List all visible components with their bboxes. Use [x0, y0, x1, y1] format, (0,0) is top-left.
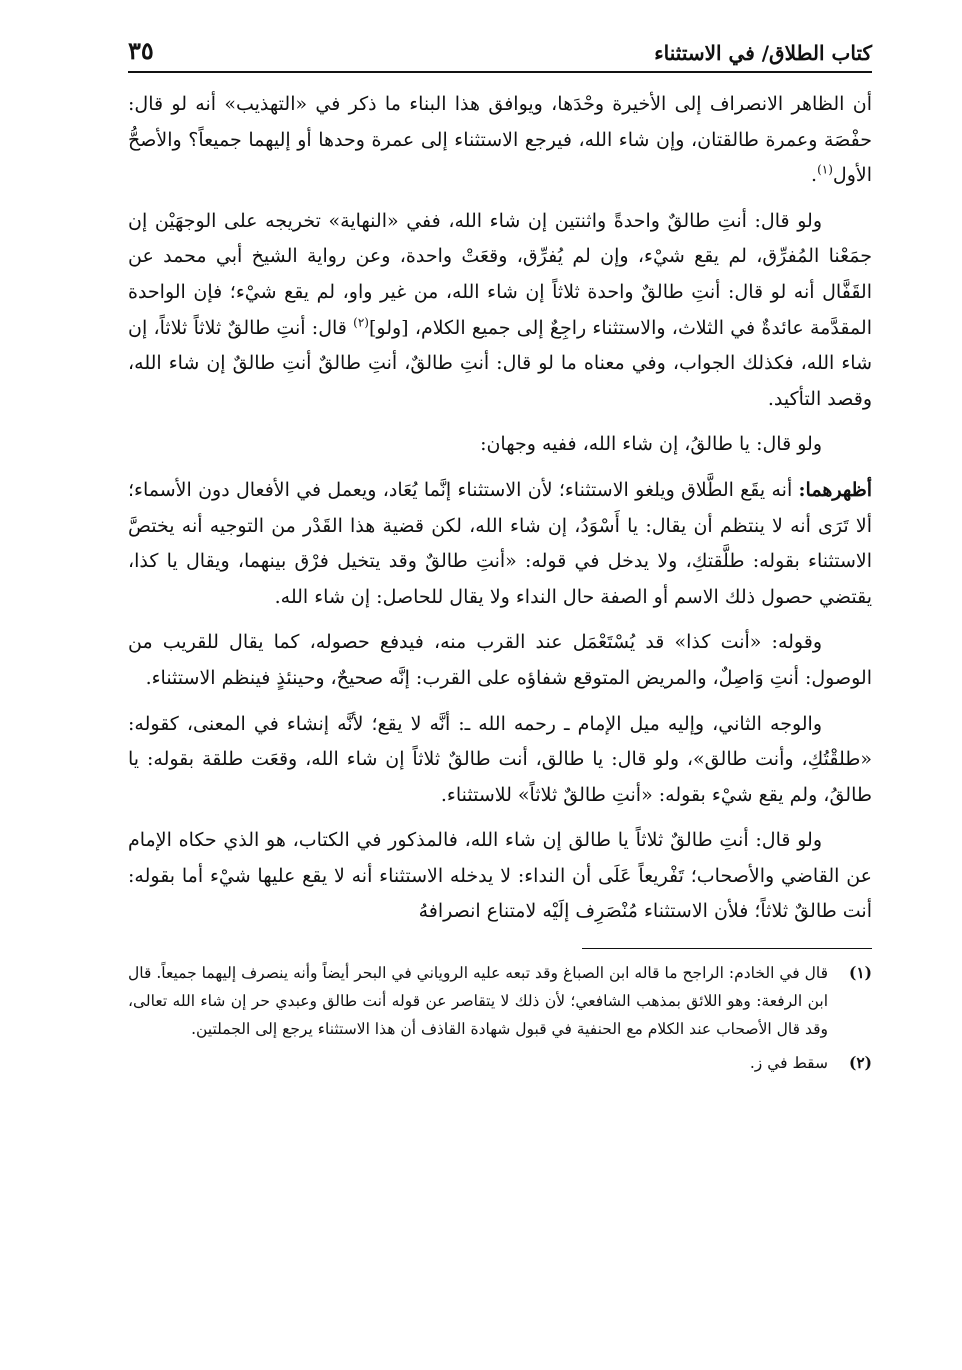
page-header — [128, 36, 872, 73]
main-text — [128, 87, 872, 930]
paragraph-2 — [128, 204, 872, 418]
paragraph-text: ولو قال: يا طالقُ، إن شاء الله، ففيه وجهان: — [480, 433, 822, 456]
paragraph-text: . — [811, 164, 818, 187]
paragraph-lead: أظهرهما: — [798, 478, 872, 501]
paragraph-5 — [128, 625, 872, 696]
paragraph-text: ولو قال: أنتِ طالقٌ ثلاثاً يا طالق إن شاء الله، فالمذكور في الكتاب، هو الذي حكاه الإمام عن القاضي والأصحاب؛ تَفْريعاً عَلَى أن النداء: لا يدخله الاستثناء أنه لا يقع عليها شيْء أما بقوله: أنت طالقٌ ثلاثاً؛ فلأن الاستثناء مُنْصَرِف إلَيْه لامتناع انصرافهُ — [128, 829, 872, 923]
footnote-number: (١) — [848, 963, 872, 983]
paragraph-text: أن الظاهر الانصراف إلى الأخيرة وحْدَها، ويوافق هذا البناء ما ذكر في «التهذيب» أنه لو قال: حفْصَة وعمرة طالقتان، وإن شاء الله، فيرجع الاستثناء إلى عمرة وحدها أو إليهما جميعاً؟ والأصحُّ الأول — [128, 93, 872, 187]
footnote-text: سقط في ز. — [749, 1054, 828, 1073]
paragraph-6 — [128, 707, 872, 814]
paragraph-3 — [128, 427, 872, 463]
footnote-ref: (٢) — [353, 315, 369, 330]
running-title: كتاب الطلاق/ في الاستثناء — [654, 41, 872, 65]
footnote-1 — [128, 959, 872, 1043]
paragraph-1 — [128, 87, 872, 194]
footnote-number: (٢) — [848, 1053, 872, 1073]
paragraph-4 — [128, 473, 872, 615]
page-number: ٣٥ — [128, 36, 154, 65]
footnote-text: قال في الخادم: الراجح ما قاله ابن الصباغ وقد تبعه عليه الروياني في البحر أيضاً وأنه ينصرف إليهما جميعاً. قال ابن الرفعة: وهو اللائق بمذهب الشافعي؛ لأن ذلك لا يتقاصر عن قوله أنت طالق وعبدي حر إن شاء الله تعالى، وقد قال الأصحاب عند الكلام مع الحنفية في قبول شهادة القاذف أن هذا الاستثناء يرجع إلى الجملتين. — [128, 964, 828, 1039]
paragraph-7 — [128, 823, 872, 930]
footnote-2 — [128, 1049, 872, 1077]
footnotes — [128, 959, 872, 1077]
footnote-divider — [582, 948, 872, 949]
paragraph-text: ولو قال: أنتِ طالقٌ واحدةً واثنتين إن شاء الله، ففي «النهاية» تخريجه على الوجهَيْن إن جمَعْنا المُفرِّق، لم يقع شيْء، وإن لم يُفرِّق، وقعَتْ واحدة، وعن رواية الشيخ أبي محمد عن القَفَّال أنه لو قال: أنتِ طالقٌ واحدة ثلاثاً إن شاء الله، من غير واو، لم يقع شيْء؛ فإن الواحدة المقدَّمة عائدةٌ في الثلاث، والاستثناء راجِعٌ إلى جميع الكلام، [ولو] — [128, 209, 872, 339]
paragraph-text: أنه يقَع الطَّلاق ويلغو الاستثناء؛ لأن الاستثناء إنَّما يُعَاد، ويعمل في الأفعال دون الأسماء؛ ألا تَرَى أنه لا ينتظم أن يقال: يا أَسْوَدُ، إن شاء الله، لكن قضية هذا القَدْر من التوجيه أنه يختصَّ الاستثناء بقوله: طلَّقتكِ، ولا يدخل في قوله: «أنتِ طالقٌ وقد يتخيل فرْق بينهما، ويقال يا كذا، يقتضي حصول ذلك الاسم أو الصفة حال النداء ولا يقال للحاصل: إن شاء الله. — [128, 478, 872, 608]
paragraph-text: والوجه الثاني، وإليه ميل الإمام ـ رحمه الله ـ: أنَّه لا يقع؛ لأنَّه إنشاء في المعنى، كقوله: «طلقْتُكِ، وأنت طالق»، ولو قال: يا طالق، أنت طالقٌ ثلاثاً إن شاء الله، وقعَت طلقة بقوله: يا طالقُ، ولم يقع شيْء بقوله: «أنتِ طالقٌ ثلاثاً» للاستثناء. — [128, 712, 872, 806]
paragraph-text: وقوله: «أنت كذا» قد يُسْتَعْمَل عند القرب منه، فيدفع حصوله، كما يقال للقريب من الوصول: أنتِ وَاصِلٌ، والمريض المتوقع شفاؤه على القرب: إنَّه صحيحٌ، وحينئذٍ فينظم الاستثناء. — [128, 631, 872, 689]
footnote-ref: (١) — [817, 162, 833, 177]
paragraph-text: قال: أنتِ طالقٌ ثلاثاً ثلاثاً، إن شاء الله، فكذلك الجواب، وفي معناه ما لو قال: أنتِ طالقٌ، أنتِ طالقٌ أنتِ طالقٌ إن شاء الله، وقصد التأكيد. — [128, 316, 872, 410]
